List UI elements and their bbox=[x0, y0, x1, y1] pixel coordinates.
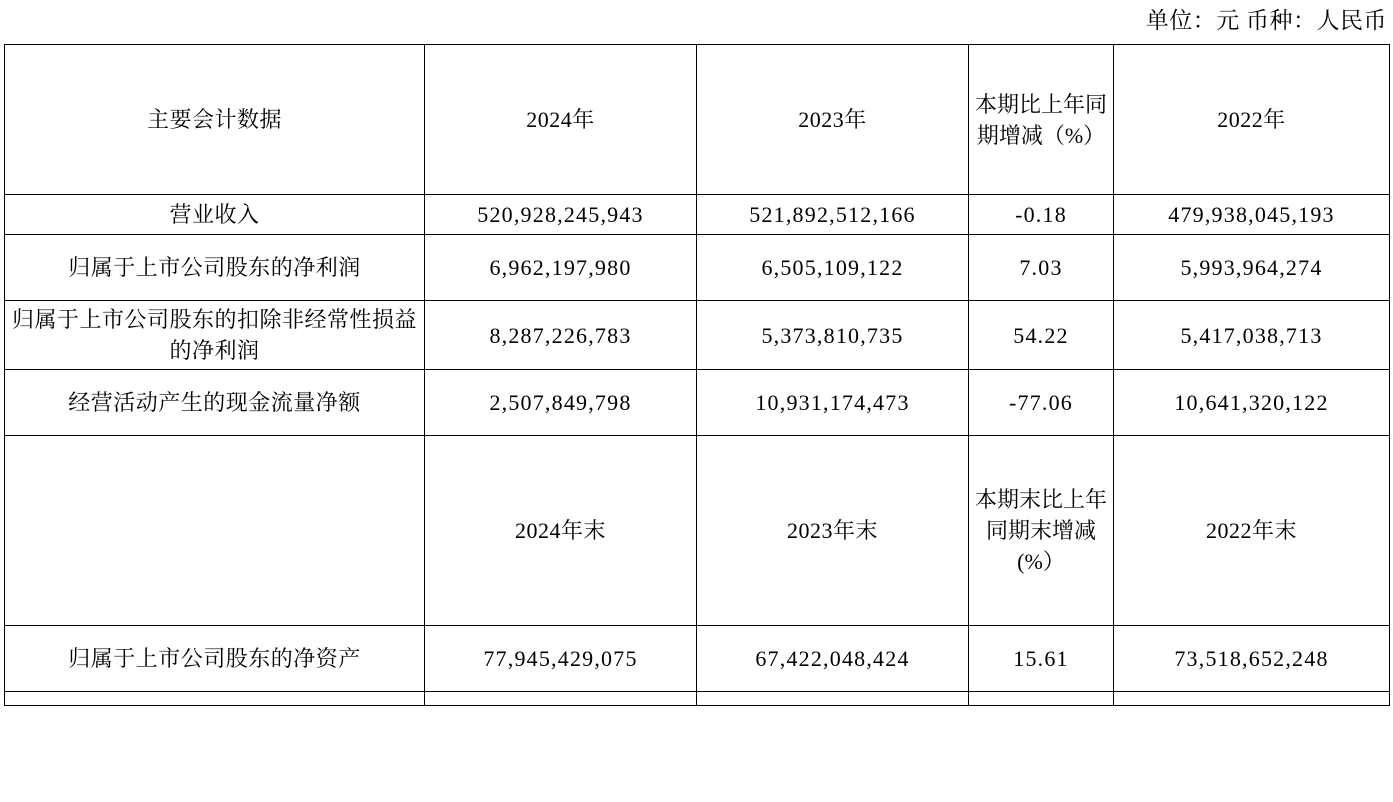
financial-data-table bbox=[4, 44, 1390, 706]
row-value-2022: 5,993,964,274 bbox=[1114, 235, 1390, 301]
row-value-2023: 10,931,174,473 bbox=[697, 370, 969, 436]
subheader-cell-change: 本期末比上年同期末增减(%） bbox=[969, 436, 1114, 626]
subheader-cell-2024-end: 2024年末 bbox=[425, 436, 697, 626]
row-label: 归属于上市公司股东的净资产 bbox=[5, 626, 425, 692]
row-value-2023: 6,505,109,122 bbox=[697, 235, 969, 301]
table-row bbox=[5, 195, 1390, 235]
row-value-change: 7.03 bbox=[969, 235, 1114, 301]
row-value-2023: 521,892,512,166 bbox=[697, 195, 969, 235]
row-label: 经营活动产生的现金流量净额 bbox=[5, 370, 425, 436]
row-value-2023: 67,422,048,424 bbox=[697, 626, 969, 692]
row-value-2024: 6,962,197,980 bbox=[425, 235, 697, 301]
header-cell-2024: 2024年 bbox=[425, 45, 697, 195]
table-subheader-row bbox=[5, 436, 1390, 626]
row-value-change: -0.18 bbox=[969, 195, 1114, 235]
header-cell-2023: 2023年 bbox=[697, 45, 969, 195]
header-cell-2022: 2022年 bbox=[1114, 45, 1390, 195]
row-label: 营业收入 bbox=[5, 195, 425, 235]
subheader-cell-2022-end: 2022年末 bbox=[1114, 436, 1390, 626]
row-value-2022: 479,938,045,193 bbox=[1114, 195, 1390, 235]
row-value-2024: 8,287,226,783 bbox=[425, 301, 697, 370]
table-header-row bbox=[5, 45, 1390, 195]
row-value-2022: 73,518,652,248 bbox=[1114, 626, 1390, 692]
subheader-cell-2023-end: 2023年末 bbox=[697, 436, 969, 626]
row-value-change: -77.06 bbox=[969, 370, 1114, 436]
unit-currency-note: 单位：元 币种：人民币 bbox=[1145, 8, 1387, 33]
row-value-partial-change bbox=[969, 692, 1114, 706]
table-row-partial bbox=[5, 692, 1390, 706]
row-value-change: 54.22 bbox=[969, 301, 1114, 370]
row-label-partial bbox=[5, 692, 425, 706]
row-value-2024: 520,928,245,943 bbox=[425, 195, 697, 235]
subheader-cell-blank bbox=[5, 436, 425, 626]
row-value-partial-2023 bbox=[697, 692, 969, 706]
row-value-partial-2022 bbox=[1114, 692, 1390, 706]
row-label: 归属于上市公司股东的扣除非经常性损益的净利润 bbox=[5, 301, 425, 370]
table-row bbox=[5, 370, 1390, 436]
row-value-2022: 10,641,320,122 bbox=[1114, 370, 1390, 436]
table-row bbox=[5, 626, 1390, 692]
row-value-partial-2024 bbox=[425, 692, 697, 706]
table-row bbox=[5, 301, 1390, 370]
row-value-2024: 2,507,849,798 bbox=[425, 370, 697, 436]
table-row bbox=[5, 235, 1390, 301]
row-value-change: 15.61 bbox=[969, 626, 1114, 692]
row-value-2023: 5,373,810,735 bbox=[697, 301, 969, 370]
header-cell-change: 本期比上年同期增减（%） bbox=[969, 45, 1114, 195]
header-cell-metric: 主要会计数据 bbox=[5, 45, 425, 195]
row-label: 归属于上市公司股东的净利润 bbox=[5, 235, 425, 301]
row-value-2022: 5,417,038,713 bbox=[1114, 301, 1390, 370]
row-value-2024: 77,945,429,075 bbox=[425, 626, 697, 692]
